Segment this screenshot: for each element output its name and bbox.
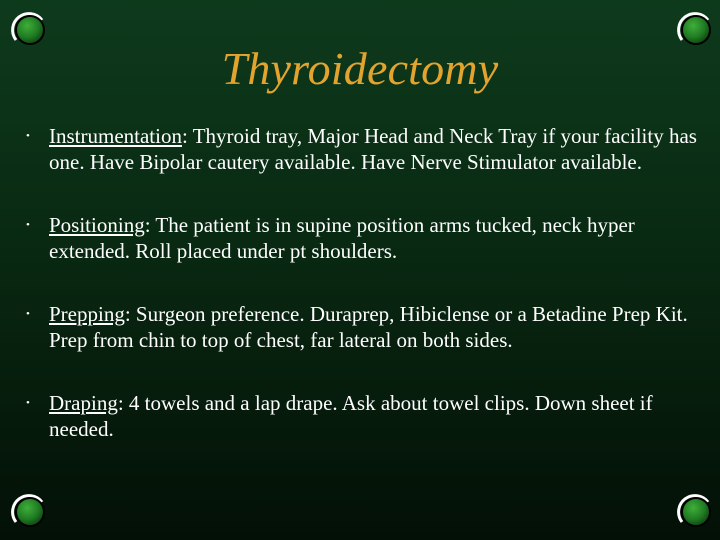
green-sphere-icon xyxy=(8,492,48,532)
bullet-dot-icon: • xyxy=(26,130,30,142)
green-sphere-icon xyxy=(674,492,714,532)
bullet-draping xyxy=(26,390,710,442)
slide-title: Thyroidectomy xyxy=(221,43,499,94)
bullet-dot-icon: • xyxy=(26,397,30,409)
bullet-term: Instrumentation xyxy=(49,124,182,148)
bullet-instrumentation xyxy=(26,123,710,175)
bullet-dot-icon: • xyxy=(26,219,30,231)
bullet-text: : The patient is in supine position arms tucked, neck hyper extended. Roll placed under pt shoulders. xyxy=(49,213,635,263)
bullet-term: Prepping xyxy=(49,302,125,326)
bullet-dot-icon: • xyxy=(26,308,30,320)
bullet-term: Positioning xyxy=(49,213,145,237)
bullet-text: : Thyroid tray, Major Head and Neck Tray if your facility has one. Have Bipolar cautery available. Have Nerve Stimulator available. xyxy=(49,124,697,174)
bullet-prepping xyxy=(26,301,710,353)
bullet-list xyxy=(26,123,710,442)
bullet-text: : Surgeon preference. Duraprep, Hibiclense or a Betadine Prep Kit. Prep from chin to top of chest, far lateral on both sides. xyxy=(49,302,688,352)
bullet-positioning xyxy=(26,212,710,264)
bullet-text: : 4 towels and a lap drape. Ask about towel clips. Down sheet if needed. xyxy=(49,391,653,441)
bullet-term: Draping xyxy=(49,391,118,415)
